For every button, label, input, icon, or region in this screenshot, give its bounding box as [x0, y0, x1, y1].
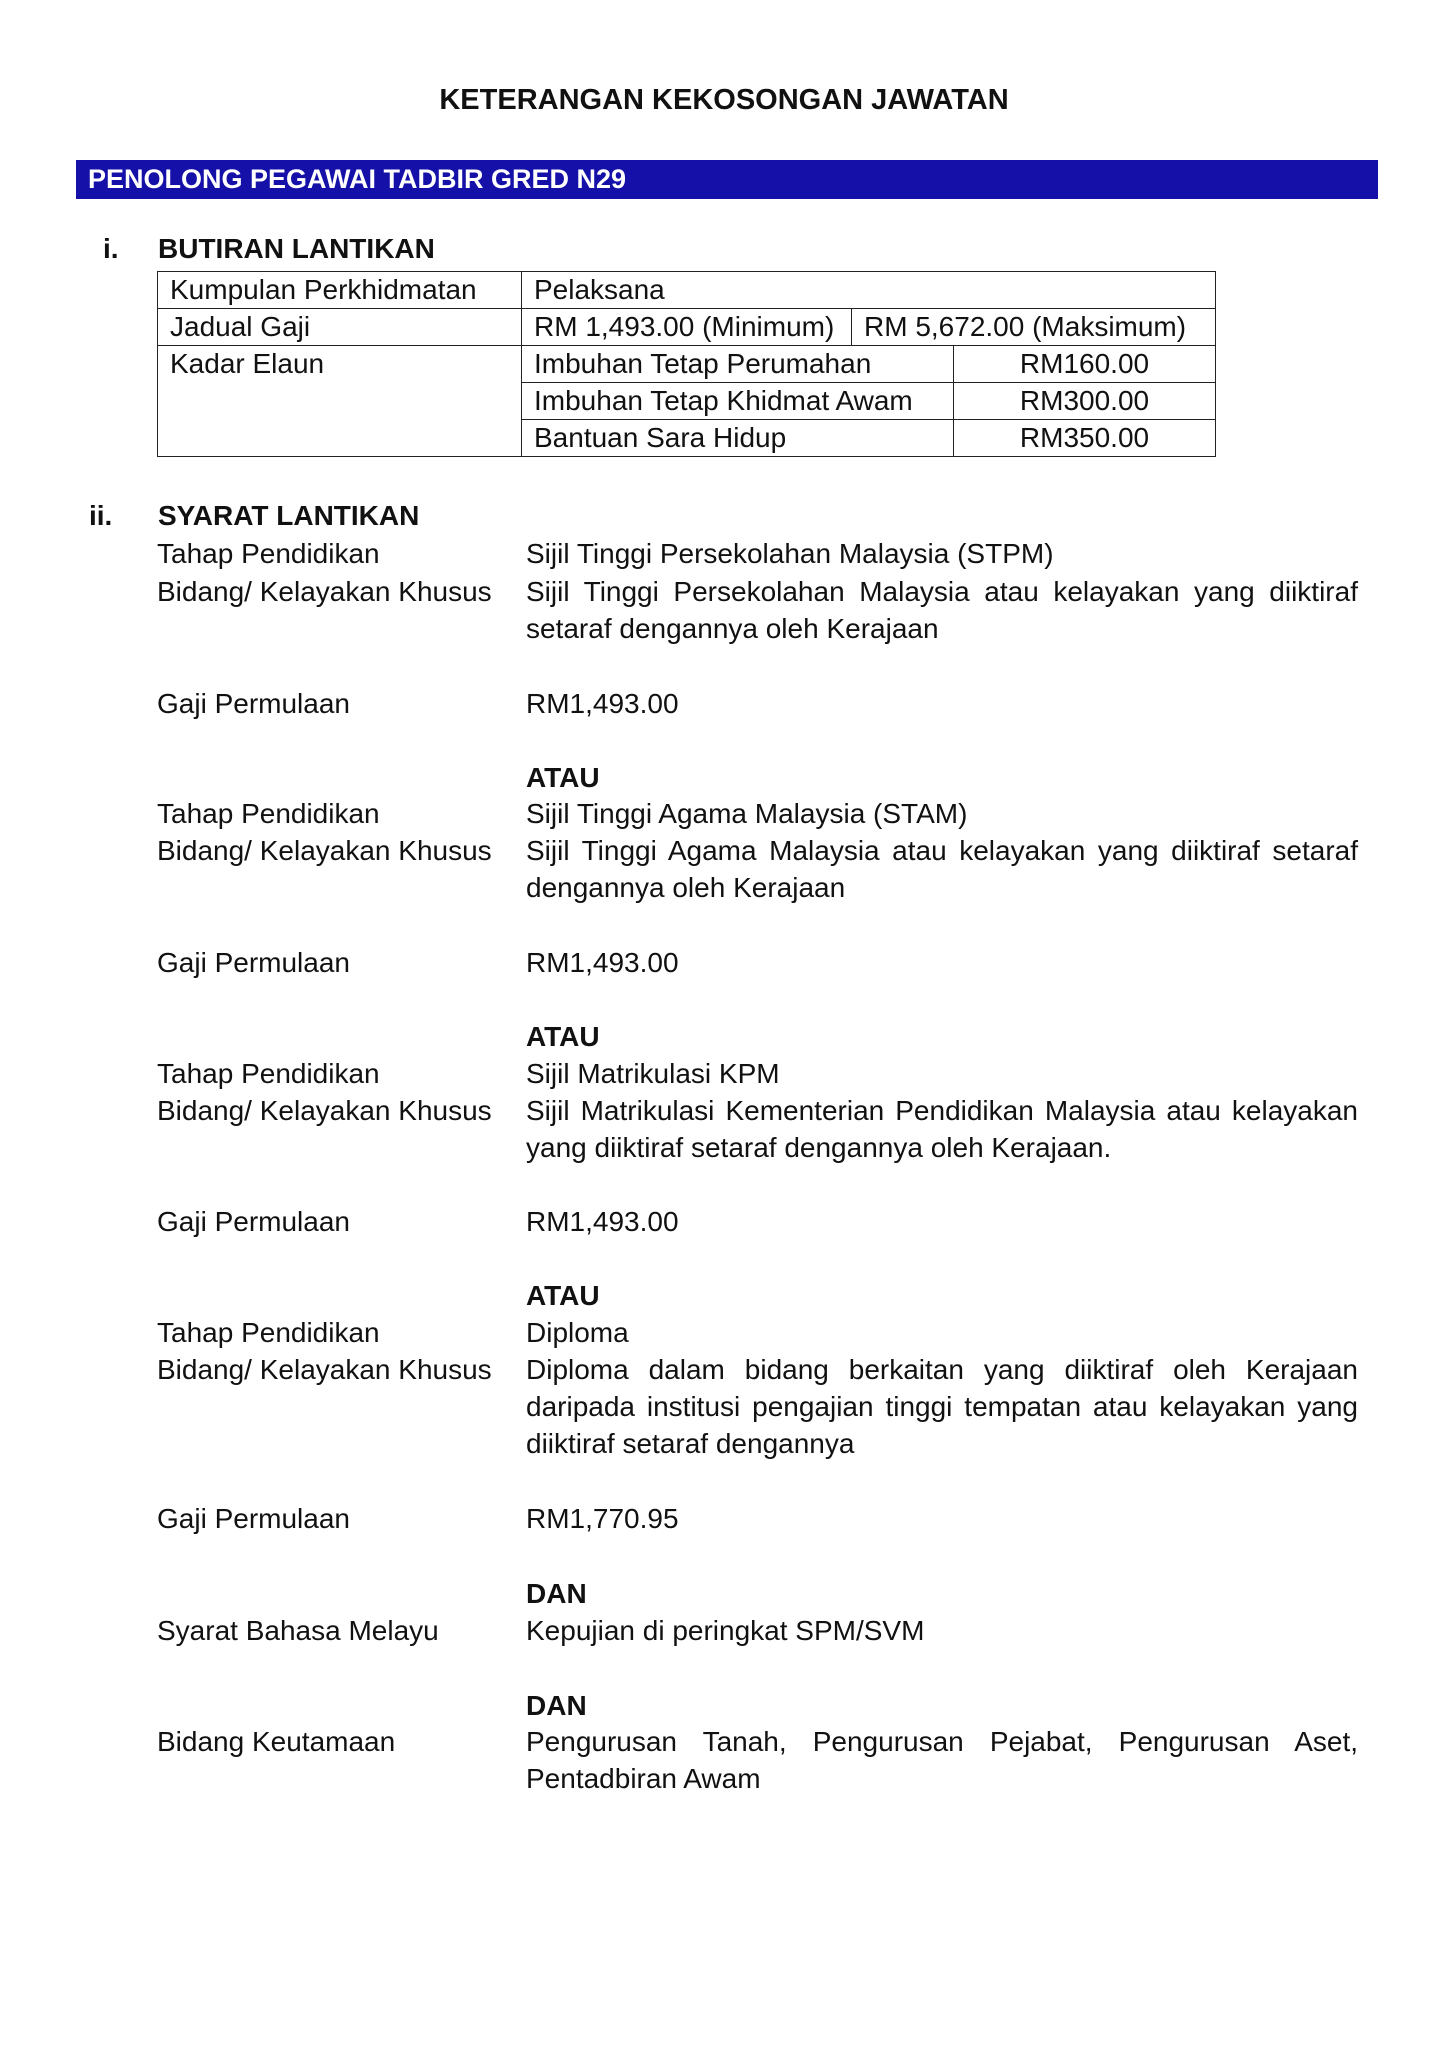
bahasa-label: Syarat Bahasa Melayu	[157, 1615, 439, 1646]
gaji-label: Gaji Permulaan	[157, 1206, 350, 1237]
tahap-label: Tahap Pendidikan	[157, 798, 380, 829]
tahap-value: Sijil Matrikulasi KPM	[526, 1058, 780, 1089]
tahap-label: Tahap Pendidikan	[157, 538, 380, 569]
kumpulan-label: Kumpulan Perkhidmatan	[158, 272, 522, 309]
gaji-maksimum: RM 5,672.00 (Maksimum)	[852, 309, 1216, 346]
tahap-value: Sijil Tinggi Persekolahan Malaysia (STPM)	[526, 538, 1054, 569]
gaji-label: Gaji Permulaan	[157, 947, 350, 978]
tahap-label: Tahap Pendidikan	[157, 1058, 380, 1089]
elaun-name: Imbuhan Tetap Perumahan	[522, 346, 954, 383]
table-row	[158, 272, 1216, 309]
section-2-title: SYARAT LANTIKAN	[158, 500, 420, 531]
gaji-label: Gaji Permulaan	[157, 1503, 350, 1534]
tahap-value: Sijil Tinggi Agama Malaysia (STAM)	[526, 798, 968, 829]
atau-separator: ATAU	[526, 1021, 600, 1052]
butiran-lantikan-table	[157, 271, 1216, 457]
document-title: KETERANGAN KEKOSONGAN JAWATAN	[439, 84, 1009, 116]
elaun-amount: RM350.00	[954, 420, 1216, 457]
atau-separator: ATAU	[526, 1280, 600, 1311]
bidang-value: Sijil Tinggi Agama Malaysia atau kelayakan yang diiktiraf setaraf dengannya oleh Kerajaan	[526, 835, 1358, 903]
tahap-label: Tahap Pendidikan	[157, 1317, 380, 1348]
kadar-elaun-label: Kadar Elaun	[158, 346, 522, 457]
elaun-amount: RM300.00	[954, 383, 1216, 420]
kumpulan-value: Pelaksana	[522, 272, 1216, 309]
atau-separator: ATAU	[526, 762, 600, 793]
position-banner: PENOLONG PEGAWAI TADBIR GRED N29	[76, 160, 1378, 199]
bidang-label: Bidang/ Kelayakan Khusus	[157, 835, 492, 866]
bahasa-value: Kepujian di peringkat SPM/SVM	[526, 1615, 925, 1646]
section-2-number: ii.	[89, 500, 113, 531]
bidang-value: Sijil Matrikulasi Kementerian Pendidikan Malaysia atau kelayakan yang diiktiraf setaraf dengannya oleh Kerajaan.	[526, 1095, 1358, 1163]
bidang-value: Diploma dalam bidang berkaitan yang diiktiraf oleh Kerajaan daripada institusi pengajian tinggi tempatan atau kelayakan yang diiktiraf setaraf dengannya	[526, 1354, 1358, 1459]
section-1-number: i.	[103, 233, 119, 264]
gaji-value: RM1,493.00	[526, 688, 679, 719]
bidang-value: Sijil Tinggi Persekolahan Malaysia atau kelayakan yang diiktiraf setaraf dengannya oleh Kerajaan	[526, 576, 1358, 644]
section-1-title: BUTIRAN LANTIKAN	[158, 233, 435, 264]
gaji-value: RM1,770.95	[526, 1503, 679, 1534]
bidang-label: Bidang/ Kelayakan Khusus	[157, 1095, 492, 1126]
bidang-label: Bidang/ Kelayakan Khusus	[157, 576, 492, 607]
dan-separator: DAN	[526, 1690, 587, 1721]
table-row	[158, 309, 1216, 346]
elaun-amount: RM160.00	[954, 346, 1216, 383]
keutamaan-label: Bidang Keutamaan	[157, 1726, 396, 1757]
gaji-label: Gaji Permulaan	[157, 688, 350, 719]
elaun-name: Bantuan Sara Hidup	[522, 420, 954, 457]
table-row	[158, 346, 1216, 383]
tahap-value: Diploma	[526, 1317, 629, 1348]
gaji-value: RM1,493.00	[526, 1206, 679, 1237]
keutamaan-value: Pengurusan Tanah, Pengurusan Pejabat, Pengurusan Aset, Pentadbiran Awam	[526, 1726, 1358, 1794]
gaji-value: RM1,493.00	[526, 947, 679, 978]
bidang-label: Bidang/ Kelayakan Khusus	[157, 1354, 492, 1385]
gaji-minimum: RM 1,493.00 (Minimum)	[522, 309, 852, 346]
elaun-name: Imbuhan Tetap Khidmat Awam	[522, 383, 954, 420]
dan-separator: DAN	[526, 1578, 587, 1609]
jadual-gaji-label: Jadual Gaji	[158, 309, 522, 346]
